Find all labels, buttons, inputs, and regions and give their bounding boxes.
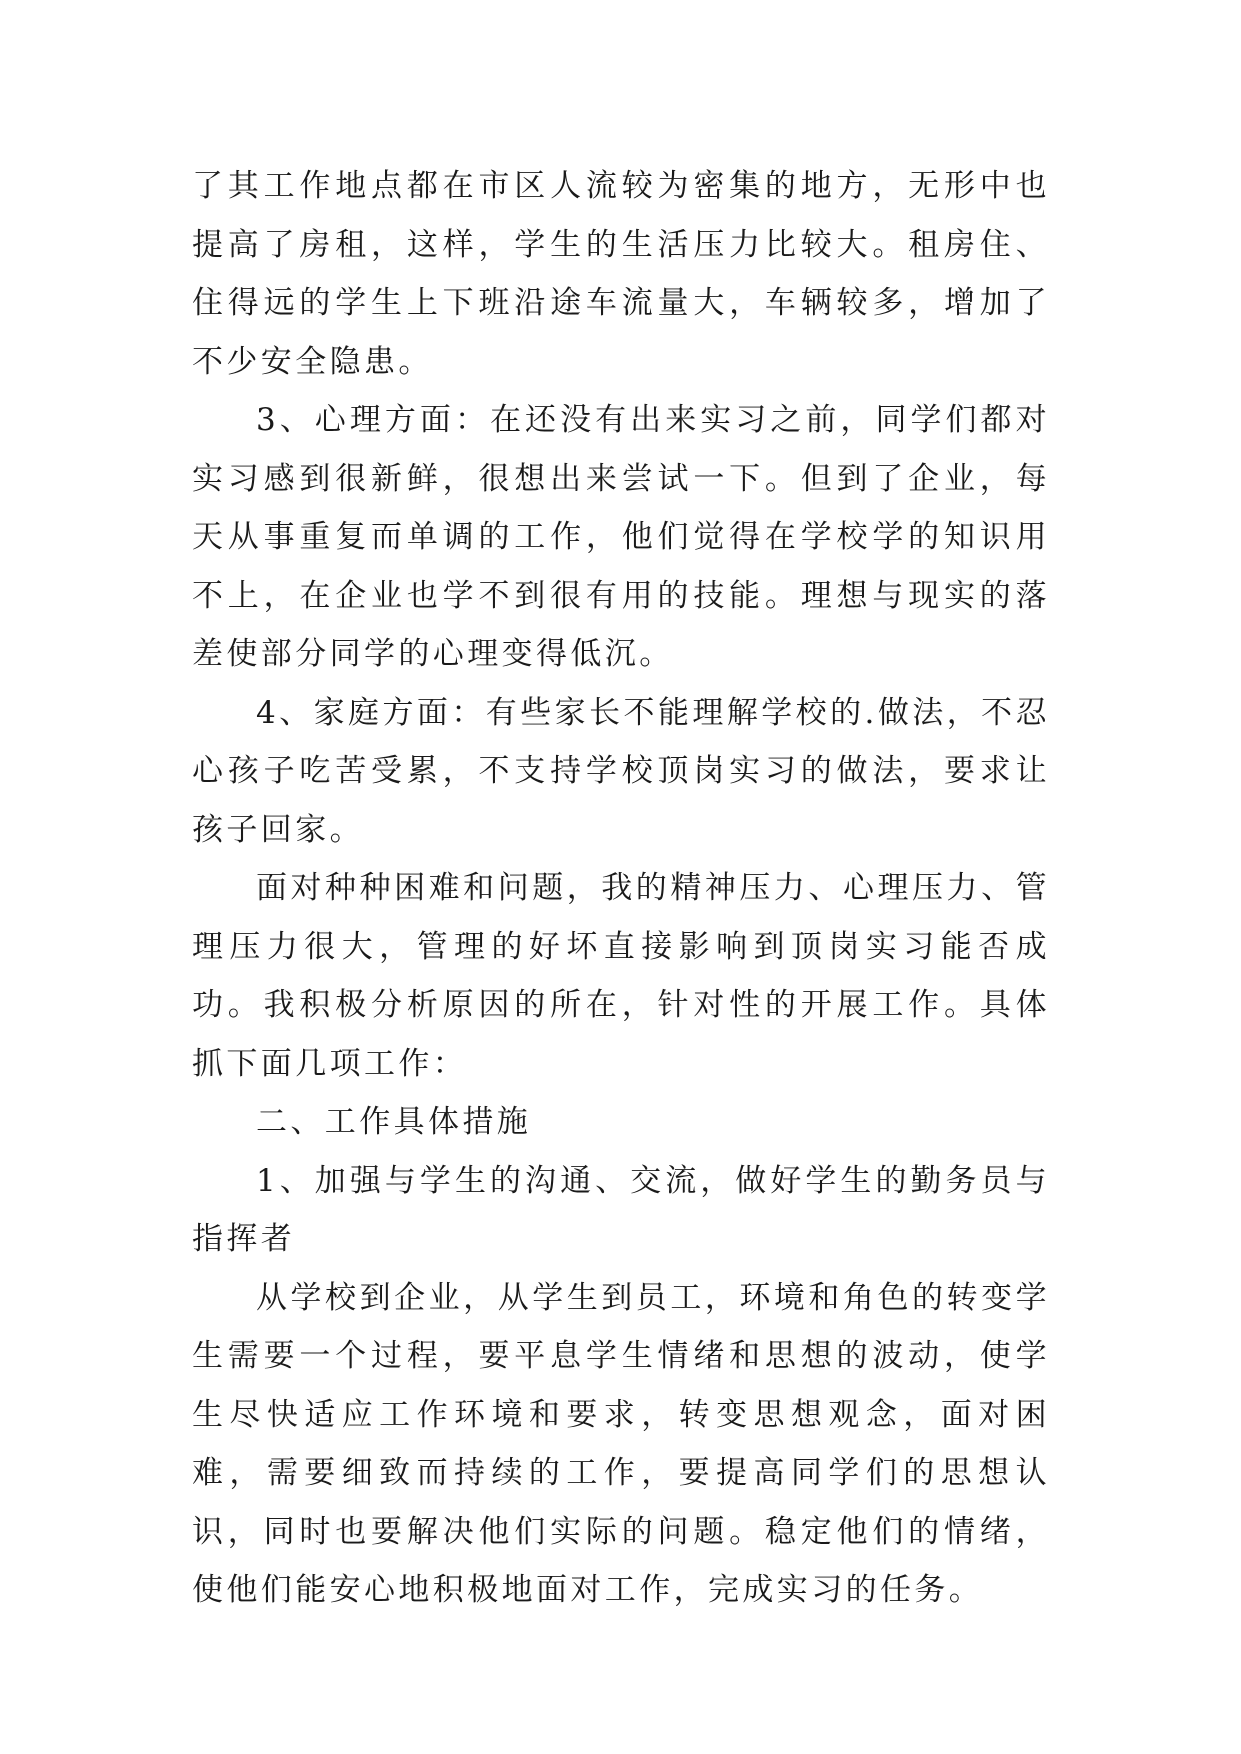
paragraph-pressure: 面对种种困难和问题，我的精神压力、心理压力、管理压力很大，管理的好坏直接影响到顶岗实习能否成功。我积极分析原因的所在，针对性的开展工作。具体抓下面几项工作： [192, 870, 1050, 1082]
paragraph-family: 4、家庭方面：有些家长不能理解学校的.做法，不忍心孩子吃苦受累，不支持学校顶岗实习的做法，要求让孩子回家。 [192, 694, 1050, 848]
section-heading-measures: 二、工作具体措施 [256, 1104, 532, 1140]
paragraph-transition: 从学校到企业，从学生到员工，环境和角色的转变学生需要一个过程，要平息学生情绪和思想的波动，使学生尽快适应工作环境和要求，转变思想观念，面对困难，需要细致而持续的工作，要提高同学们的思想认识，同时也要解决他们实际的问题。稳定他们的情绪，使他们能安心地积极地面对工作，完成实习的任务。 [192, 1279, 1050, 1608]
subheading-communication: 1、加强与学生的沟通、交流，做好学生的勤务员与指挥者 [192, 1162, 1050, 1257]
paragraph-psychology: 3、心理方面：在还没有出来实习之前，同学们都对实习感到很新鲜，很想出来尝试一下。但到了企业，每天从事重复而单调的工作，他们觉得在学校学的知识用不上，在企业也学不到很有用的技能。理想与现实的落差使部分同学的心理变得低沉。 [192, 402, 1050, 672]
document-body [192, 157, 1050, 1620]
paragraph-continuation: 了其工作地点都在市区人流较为密集的地方，无形中也提高了房租，这样，学生的生活压力比较大。租房住、住得远的学生上下班沿途车流量大，车辆较多，增加了不少安全隐患。 [192, 168, 1050, 380]
